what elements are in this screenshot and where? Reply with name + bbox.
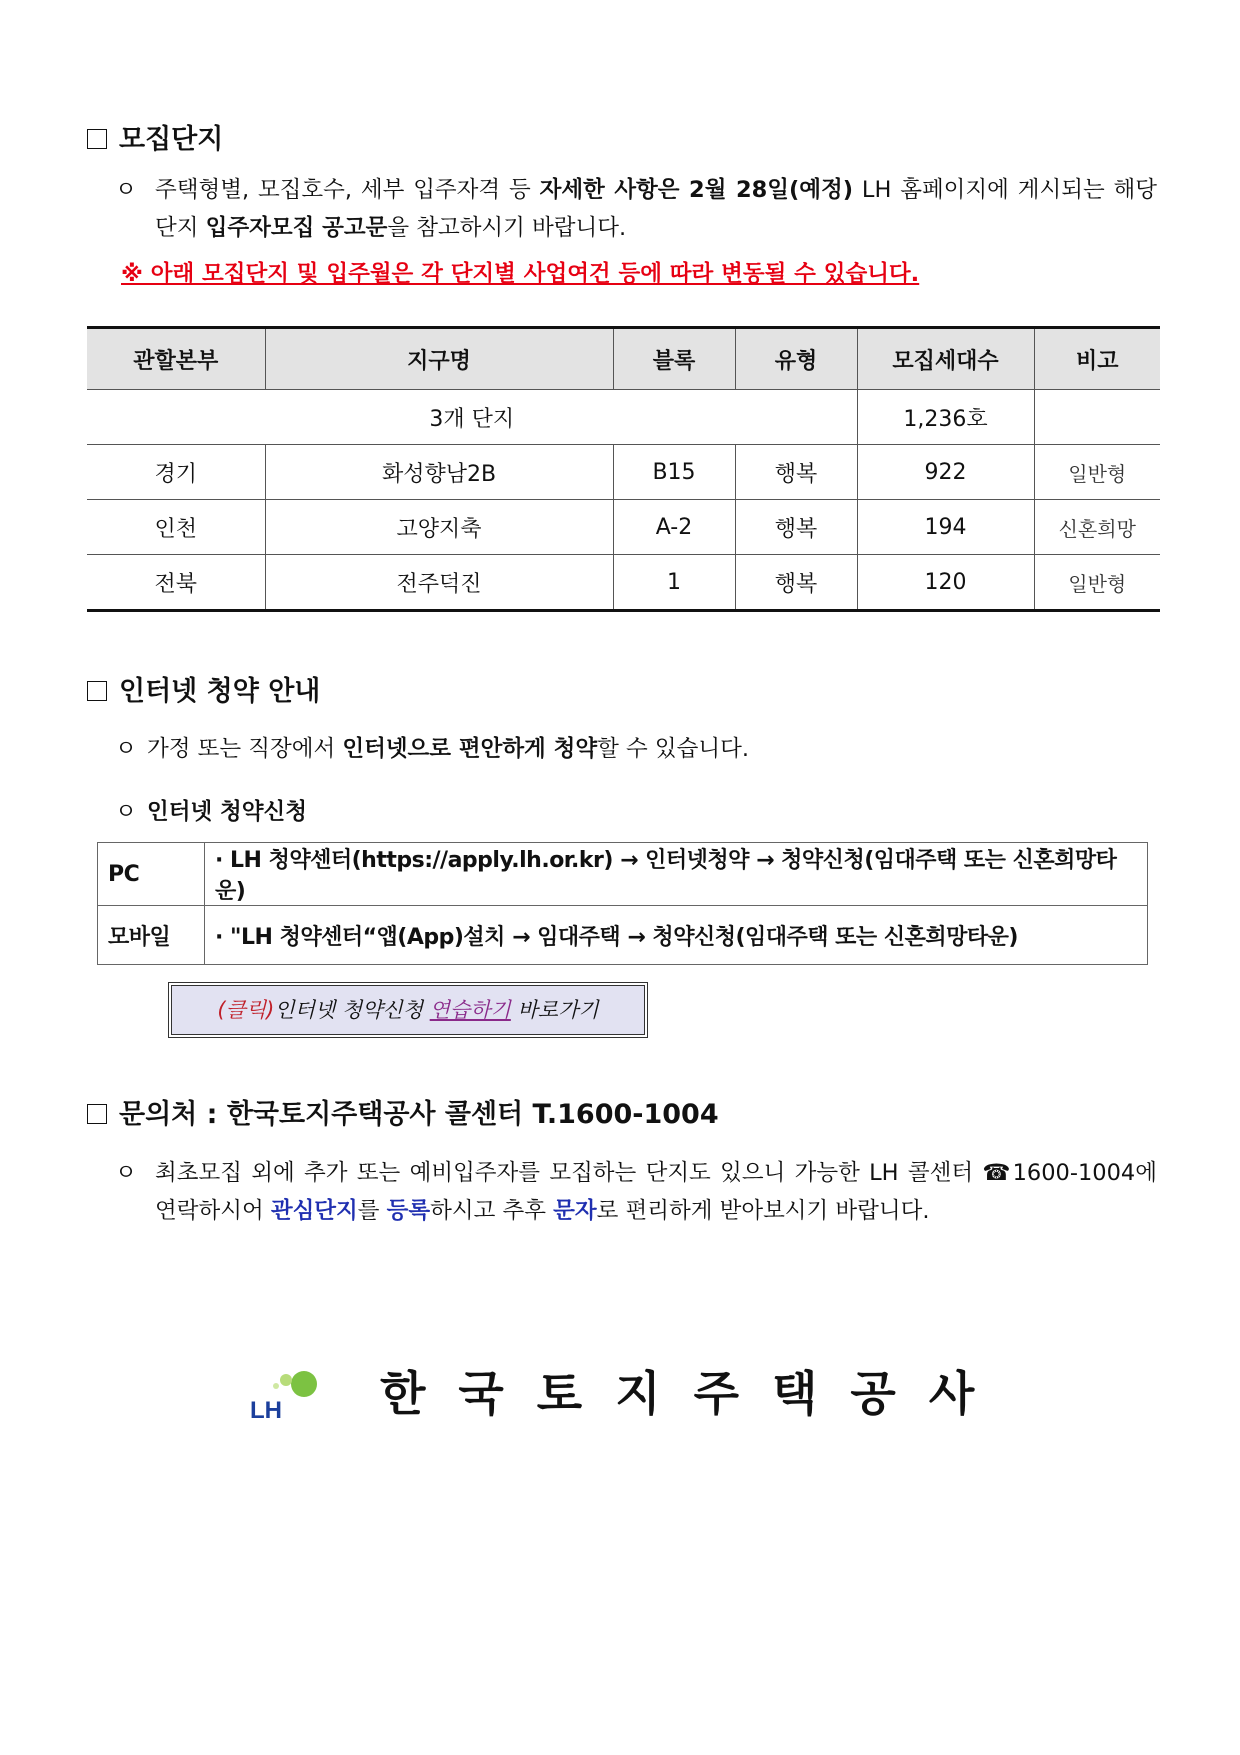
method-value-pc: · LH 청약센터(https://apply.lh.or.kr) → 인터넷청약 → 청약신청(임대주택 또는 신혼희망타운): [205, 843, 1148, 906]
method-value-mobile: · "LH 청약센터“앱(App)설치 → 임대주택 → 청약신청(임대주택 또는 신혼희망타운): [205, 906, 1148, 965]
org-name: 한국토지주택공사: [380, 1367, 1008, 1422]
header-block: 블록: [613, 328, 735, 390]
cell-note: 일반형: [1034, 555, 1160, 611]
cell-block: A-2: [613, 500, 735, 555]
cell-district: 화성향남2B: [265, 445, 613, 500]
practice-apply-link[interactable]: (클릭)인터넷 청약신청 연습하기 바로가기: [171, 985, 645, 1035]
cell-region: 경기: [87, 445, 265, 500]
recruitment-table: [87, 326, 1160, 612]
checkbox-square-icon: [87, 129, 107, 149]
table-row: [87, 445, 1160, 500]
cell-note: 일반형: [1034, 445, 1160, 500]
cell-count: 922: [857, 445, 1034, 500]
bullet-icon: ㅇ: [115, 1160, 137, 1186]
cell-type: 행복: [735, 500, 857, 555]
internet-paragraph: ㅇ 가정 또는 직장에서 인터넷으로 편안하게 청약할 수 있습니다.: [115, 730, 1157, 768]
cell-region: 전북: [87, 555, 265, 611]
section-heading-recruitment: [87, 117, 223, 156]
bullet-icon: ㅇ: [115, 177, 137, 203]
heading-text: 모집단지: [119, 124, 224, 155]
table-header-row: [87, 328, 1160, 390]
checkbox-square-icon: [87, 1104, 107, 1124]
section-heading-contact: [87, 1092, 719, 1131]
cell-type: 행복: [735, 445, 857, 500]
lh-logo-icon: [250, 1364, 330, 1424]
practice-link[interactable]: 연습하기: [429, 998, 511, 1022]
total-count: 1,236호: [857, 390, 1034, 445]
header-count: 모집세대수: [857, 328, 1034, 390]
lh-logo-letters: LH: [250, 1397, 282, 1424]
cell-count: 194: [857, 500, 1034, 555]
cell-block: B15: [613, 445, 735, 500]
table-row: [98, 843, 1148, 906]
method-label-pc: PC: [98, 843, 205, 906]
change-notice: ※ 아래 모집단지 및 입주월은 각 단지별 사업여건 등에 따라 변동될 수 있습니다.: [121, 261, 920, 287]
total-note: [1034, 390, 1160, 445]
cell-type: 행복: [735, 555, 857, 611]
header-district: 지구명: [265, 328, 613, 390]
heading-text: 인터넷 청약 안내: [119, 676, 321, 707]
internet-apply-subheading: ㅇ 인터넷 청약신청: [115, 793, 307, 831]
header-region: 관할본부: [87, 328, 265, 390]
table-row: [98, 906, 1148, 965]
checkbox-square-icon: [87, 681, 107, 701]
recruitment-paragraph: ㅇ 주택형별, 모집호수, 세부 입주자격 등 자세한 사항은 2월 28일(예정) LH 홈페이지에 게시되는 해당 단지 입주자모집 공고문을 참고하시기 바랍니다.: [115, 171, 1157, 247]
apply-method-table: [97, 842, 1148, 965]
bullet-icon: ㅇ: [115, 799, 137, 825]
method-label-mobile: 모바일: [98, 906, 205, 965]
cell-count: 120: [857, 555, 1034, 611]
table-row: [87, 500, 1160, 555]
header-type: 유형: [735, 328, 857, 390]
lh-logo: [250, 1364, 330, 1424]
table-row: [87, 555, 1160, 611]
bullet-icon: ㅇ: [115, 736, 137, 762]
click-label: (클릭): [217, 998, 275, 1022]
cell-block: 1: [613, 555, 735, 611]
cell-region: 인천: [87, 500, 265, 555]
table-total-row: [87, 390, 1160, 445]
section-heading-internet: [87, 669, 320, 708]
header-note: 비고: [1034, 328, 1160, 390]
heading-text: 문의처 : 한국토지주택공사 콜센터 T.1600-1004: [119, 1099, 719, 1130]
contact-paragraph: ㅇ 최초모집 외에 추가 또는 예비입주자를 모집하는 단지도 있으니 가능한 LH 콜센터 ☎1600-1004에 연락하시어 관심단지를 등록하시고 추후 문자로 편리하게 받아보시기 바랍니다.: [115, 1154, 1157, 1230]
cell-district: 고양지축: [265, 500, 613, 555]
total-label: 3개 단지: [87, 390, 857, 445]
cell-district: 전주덕진: [265, 555, 613, 611]
cell-note: 신혼희망: [1034, 500, 1160, 555]
